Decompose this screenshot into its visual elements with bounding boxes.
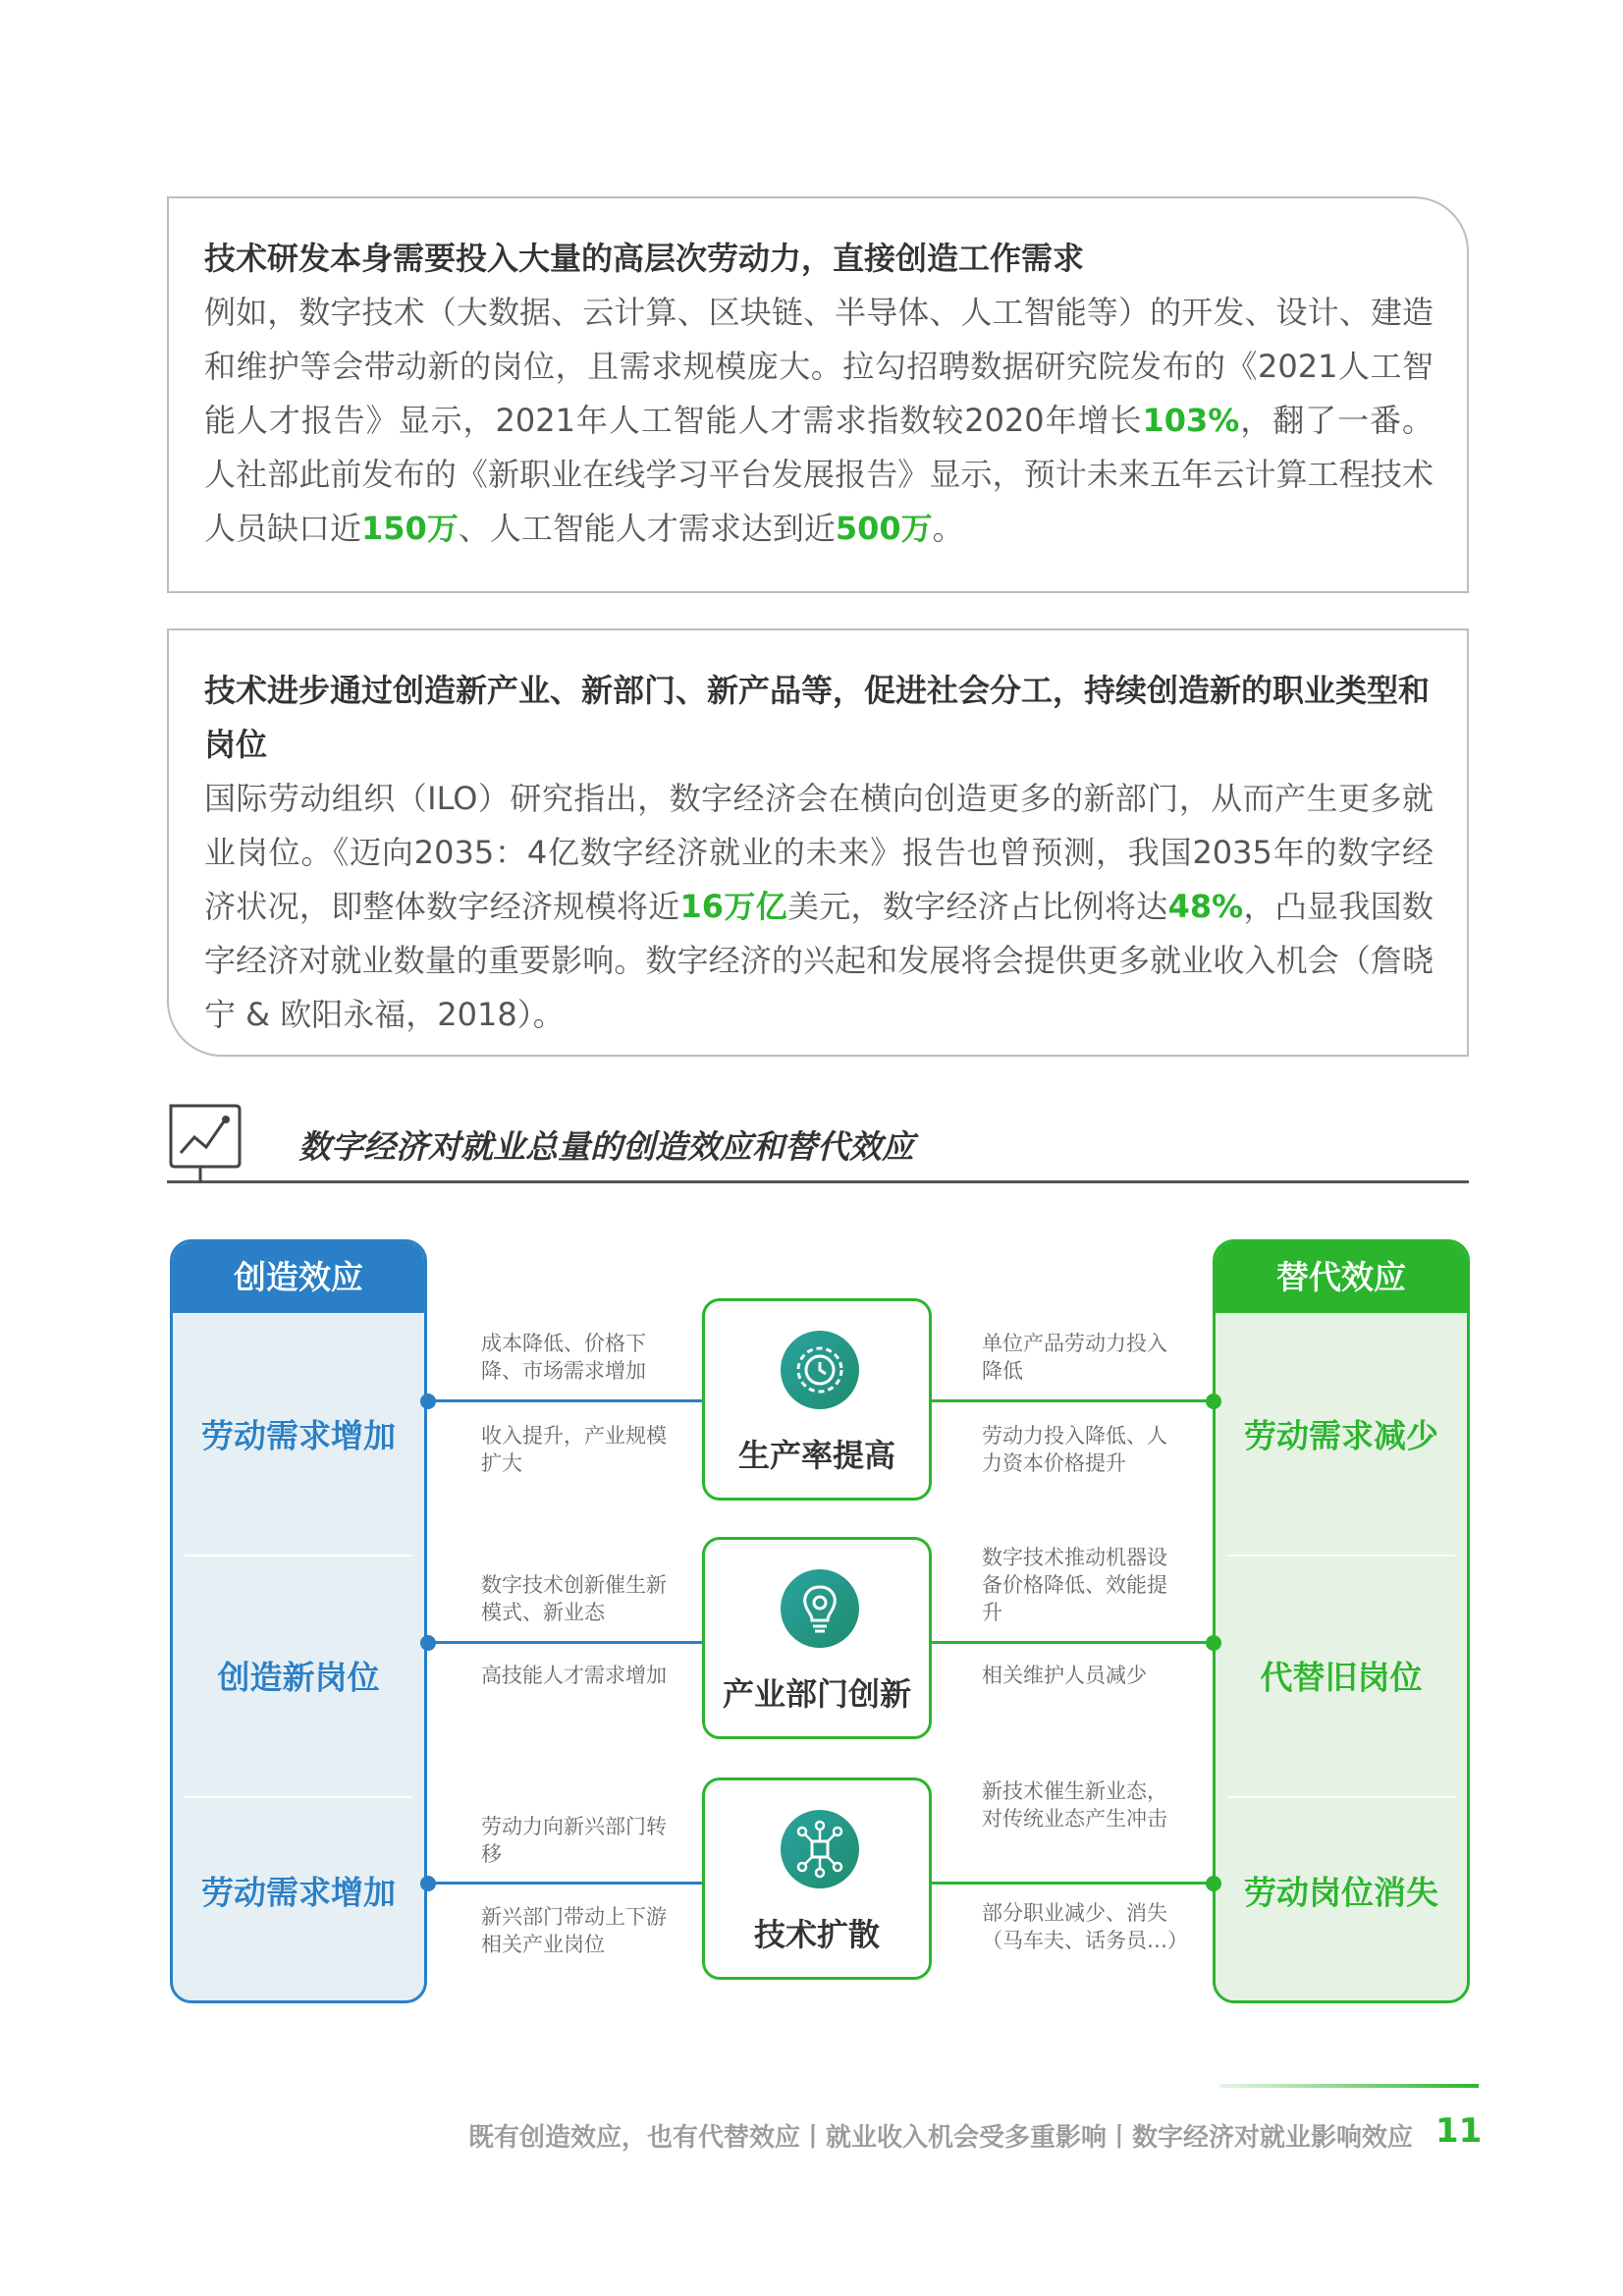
right-connector-1 xyxy=(931,1399,1216,1402)
right-connector-dot-2 xyxy=(1206,1635,1221,1651)
right-note-1-bottom: 劳动力投入降低、人力资本价格提升 xyxy=(982,1424,1167,1475)
box2-highlight-1: 16万亿 xyxy=(679,888,787,925)
section-title: 数字经济对就业总量的创造效应和替代效应 xyxy=(298,1127,914,1166)
center-label-tech-diffusion: 技术扩散 xyxy=(753,1916,880,1953)
center-label-productivity: 生产率提高 xyxy=(737,1437,895,1474)
left-note-3-bottom: 新兴部门带动上下游相关产业岗位 xyxy=(481,1905,667,1956)
gear-clock-icon xyxy=(781,1331,859,1409)
box1-highlight-2: 150万 xyxy=(361,510,459,547)
box2-title: 技术进步通过创造新产业、新部门、新产品等，促进社会分工，持续创造新的职业类型和岗位 xyxy=(204,672,1431,763)
box1-text-a: 例如，数字技术（大数据、云计算、区块链、半导体、人工智能等）的开发、设计、建造和维护等会带动新的岗位，且需求规模庞大。拉勾招聘数据研究院发布的《2021人工智能人才报告》显示，2021年人工智能人才需求指数较2020年增长 xyxy=(204,294,1434,439)
creation-effect-column xyxy=(170,1239,427,2003)
substitution-effect-header: 替代效应 xyxy=(1216,1242,1467,1313)
right-item-2-label: 代替旧岗位 xyxy=(1260,1658,1423,1697)
left-note-1-bottom: 收入提升，产业规模扩大 xyxy=(481,1424,667,1475)
footer-text: 既有创造效应，也有代替效应丨就业收入机会受多重影响丨数字经济对就业影响效应 xyxy=(467,2123,1413,2153)
box2-text-a: 国际劳动组织（ILO）研究指出，数字经济会在横向创造更多的新部门，从而产生更多就业岗位。《迈向2035：4亿数字经济就业的未来》报告也曾预测，我国2035年的数字经济状况，即整体数字经济规模将近 xyxy=(204,780,1434,925)
left-connector-2 xyxy=(428,1641,703,1644)
box1-title: 技术研发本身需要投入大量的高层次劳动力，直接创造工作需求 xyxy=(204,240,1085,277)
right-note-3-bottom: 部分职业减少、消失（马车夫、话务员…） xyxy=(982,1901,1188,1952)
page-number: 11 xyxy=(1435,2111,1483,2151)
right-connector-dot-3 xyxy=(1206,1876,1221,1891)
left-connector-3 xyxy=(428,1882,703,1885)
box1-highlight-3: 500万 xyxy=(835,510,933,547)
left-item-3-label: 劳动需求增加 xyxy=(201,1873,396,1912)
right-note-2-bottom: 相关维护人员减少 xyxy=(982,1664,1147,1687)
right-note-1-top: 单位产品劳动力投入降低 xyxy=(982,1332,1167,1383)
right-connector-dot-1 xyxy=(1206,1394,1221,1409)
left-connector-dot-2 xyxy=(420,1635,436,1651)
left-note-3-top: 劳动力向新兴部门转移 xyxy=(481,1815,667,1866)
text-box-2 xyxy=(167,629,1469,1057)
left-connector-dot-1 xyxy=(420,1394,436,1409)
right-item-1-label: 劳动需求减少 xyxy=(1244,1416,1438,1455)
right-note-3-top: 新技术催生新业态，对传统业态产生冲击 xyxy=(982,1779,1167,1831)
right-item-2 xyxy=(1216,1555,1467,1796)
footer-accent-line xyxy=(1219,2084,1479,2088)
section-heading xyxy=(167,1098,1469,1183)
box2-body xyxy=(204,772,1434,1042)
box2-text-c: ，凸显我国数字经济对就业数量的重要影响。数字经济的兴起和发展将会提供更多就业收入机会（詹晓宁 & 欧阳永福，2018）。 xyxy=(204,888,1434,1033)
left-note-2-bottom: 高技能人才需求增加 xyxy=(481,1664,667,1687)
right-item-3-label: 劳动岗位消失 xyxy=(1244,1873,1438,1912)
right-connector-2 xyxy=(931,1641,1216,1644)
box2-text-b: 美元，数字经济占比例将达 xyxy=(786,888,1168,925)
box1-body xyxy=(204,286,1434,556)
right-item-1 xyxy=(1216,1313,1467,1555)
box1-text-c: 、人工智能人才需求达到近 xyxy=(458,510,836,547)
right-note-2-top: 数字技术推动机器设备价格降低、效能提升 xyxy=(982,1546,1167,1624)
network-chip-icon xyxy=(781,1810,859,1888)
left-connector-dot-3 xyxy=(420,1876,436,1891)
text-box-1 xyxy=(167,196,1469,593)
center-label-industry-innovation: 产业部门创新 xyxy=(722,1675,911,1713)
left-note-2-top: 数字技术创新催生新模式、新业态 xyxy=(481,1573,667,1624)
effects-diagram xyxy=(167,1239,1473,2005)
substitution-effect-column xyxy=(1213,1239,1470,2003)
right-item-3 xyxy=(1216,1777,1467,2003)
left-item-1 xyxy=(173,1313,424,1555)
box2-highlight-2: 48% xyxy=(1167,888,1244,925)
box1-text-d: 。 xyxy=(932,510,964,547)
left-item-3 xyxy=(173,1777,424,2003)
right-connector-3 xyxy=(931,1882,1216,1885)
lightbulb-gear-icon xyxy=(781,1569,859,1648)
creation-effect-header: 创造效应 xyxy=(173,1242,424,1313)
left-note-1-top: 成本降低、价格下降、市场需求增加 xyxy=(481,1332,646,1383)
left-connector-1 xyxy=(428,1399,703,1402)
center-box-productivity xyxy=(702,1298,932,1501)
left-item-2-label: 创造新岗位 xyxy=(217,1658,380,1697)
left-item-1-label: 劳动需求增加 xyxy=(201,1416,396,1455)
box1-highlight-1: 103% xyxy=(1142,402,1240,439)
center-box-industry-innovation xyxy=(702,1537,932,1739)
trend-chart-icon xyxy=(167,1102,243,1182)
left-item-2 xyxy=(173,1555,424,1796)
box1-text-b: ，翻了一番。人社部此前发布的《新职业在线学习平台发展报告》显示，预计未来五年云计算工程技术人员缺口近 xyxy=(204,402,1434,547)
center-box-tech-diffusion xyxy=(702,1777,932,1980)
